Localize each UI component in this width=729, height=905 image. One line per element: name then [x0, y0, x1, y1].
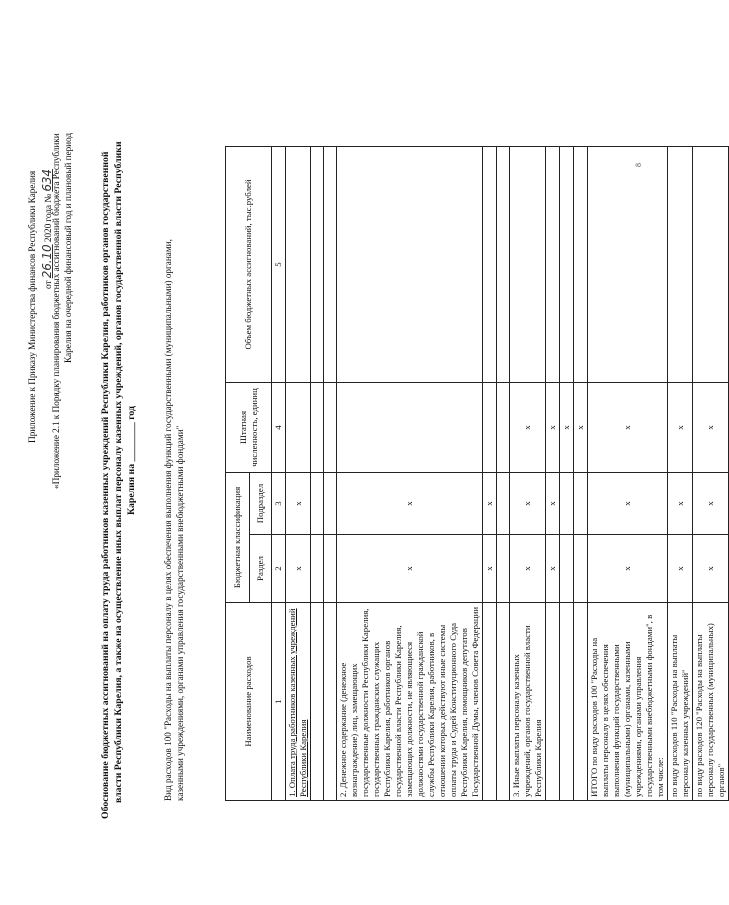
row3a-name — [546, 603, 560, 801]
row2-staff — [337, 382, 483, 472]
row6-name: по виду расходов 120 "Расходы на выплаты персоналу государственных (муниципальных) органов" — [693, 603, 729, 801]
row3a-subsection: x — [546, 472, 560, 534]
row1-section: x — [286, 535, 311, 603]
expenses-table — [225, 146, 729, 801]
row1b-subsection — [324, 472, 337, 534]
row5-section: x — [668, 535, 693, 603]
row4-amount — [588, 146, 668, 382]
header-line-1: Приложение к Приказу Министерства финансов Республики Карелия — [28, 170, 38, 443]
row1a-section — [311, 535, 324, 603]
row2b-name — [497, 603, 510, 801]
row3b-name — [560, 603, 574, 801]
row4-name: ИТОГО по виду расходов 100 "Расходы на выплаты персоналу в целях обеспечения выполнения функций государственными (муниципальными) органами, казенными учреждениями, органами управления государственными внебюджетными фондами", в том числе: — [588, 603, 668, 801]
title-line-3: Карелия на ________ год — [126, 406, 137, 515]
col-num-1: 1 — [272, 603, 286, 801]
subtitle-line-1: Вид расходов 100 "Расходы на выплаты персоналу в целях обеспечения выполнения функций государственными (муниципальными) органами, — [163, 239, 173, 801]
row2a-section: x — [483, 535, 497, 603]
col-header-staff: Штатная численность, единиц — [226, 382, 272, 472]
row2a-staff — [483, 382, 497, 472]
row3c-amount — [574, 146, 588, 382]
row2b-amount — [497, 146, 510, 382]
row2b-staff — [497, 382, 510, 472]
row3b-section — [560, 535, 574, 603]
row2-subsection: x — [337, 472, 483, 534]
row1-staff — [286, 382, 311, 472]
row5-subsection: x — [668, 472, 693, 534]
row3c-staff: x — [574, 382, 588, 472]
title-line-1: Обоснование бюджетных ассигнований на оплату труда работников казенных учреждений Республики Карелия, работников органов государственной — [100, 151, 111, 819]
col-num-4: 4 — [272, 382, 286, 472]
row2-section: x — [337, 535, 483, 603]
row6-staff: x — [693, 382, 729, 472]
row5-staff: x — [668, 382, 693, 472]
row2a-name — [483, 603, 497, 801]
col-num-3: 3 — [272, 472, 286, 534]
row1b-amount — [324, 146, 337, 382]
header-line-3: «Приложение 2.1 к Порядку планирования бюджетных ассигнований бюджета Республики — [52, 133, 62, 489]
row5-amount — [668, 146, 693, 382]
row4-subsection: x — [588, 472, 668, 534]
col-header-amount: Объем бюджетных ассигнований, тыс.рублей — [226, 146, 272, 382]
row1-subsection: x — [286, 472, 311, 534]
row1b-name — [324, 603, 337, 801]
row6-amount — [693, 146, 729, 382]
row1-name: 1. Оплата труда работников казенных учреждений Республики Карелия — [286, 603, 311, 801]
row3c-subsection — [574, 472, 588, 534]
page-number: 8 — [634, 163, 643, 167]
row3b-staff: x — [560, 382, 574, 472]
header-line-4: Карелия на очередной финансовый год и плановый период — [64, 132, 74, 363]
row4-section: x — [588, 535, 668, 603]
col-num-5: 5 — [272, 146, 286, 382]
header-number: 634 — [40, 169, 54, 192]
col-num-2: 2 — [272, 535, 286, 603]
row3c-name — [574, 603, 588, 801]
row3-staff: x — [510, 382, 546, 472]
row1b-staff — [324, 382, 337, 472]
row6-subsection: x — [693, 472, 729, 534]
row3-name: 3. Иные выплаты персоналу казенных учреждений, органов государственной власти Республики Карелия — [510, 603, 546, 801]
col-header-name: Наименование расходов — [226, 603, 272, 801]
row2a-subsection: x — [483, 472, 497, 534]
row3a-staff: x — [546, 382, 560, 472]
row3-section: x — [510, 535, 546, 603]
row2a-amount — [483, 146, 497, 382]
row1a-subsection — [311, 472, 324, 534]
row2b-subsection — [497, 472, 510, 534]
row2-name: 2. Денежное содержание (денежное вознаграждение) лиц, замещающих государственные должности Республики Карелия, государственных гражданских служащих Республики Карелия, работников органов государственной власти Республики Карелия, замещающих должности, не являющиеся должностями государственной гражданской службы Республики Карелия, работников, в отношении которых действуют иные системы оплаты труда и Судей Конституционного Суда Республики Карелия, помощников депутатов Государственной Думы, членов Совета Федерации — [337, 603, 483, 801]
row1a-name — [311, 603, 324, 801]
row3a-amount — [546, 146, 560, 382]
row2-amount — [337, 146, 483, 382]
row5-name: по виду расходов 110 "Расходы на выплаты персоналу казенных учреждений" — [668, 603, 693, 801]
row3-subsection: x — [510, 472, 546, 534]
col-header-subsection: Подраздел — [250, 472, 272, 534]
title-line-2: власти Республики Карелия, а также на осуществление иных выплат персоналу казенных учреждений, органов государственной власти Республики — [113, 141, 124, 803]
row3b-amount — [560, 146, 574, 382]
row1a-amount — [311, 146, 324, 382]
row1a-staff — [311, 382, 324, 472]
col-header-section: Раздел — [250, 535, 272, 603]
row3c-section — [574, 535, 588, 603]
header-line-2: от 26.10 2020 года № 634 — [40, 169, 54, 289]
row2b-section — [497, 535, 510, 603]
row3b-subsection — [560, 472, 574, 534]
row4-staff: x — [588, 382, 668, 472]
subtitle-line-2: казенными учреждениями, органами управления государственными внебюджетными фондами" — [175, 425, 185, 801]
row6-section: x — [693, 535, 729, 603]
row1-amount — [286, 146, 311, 382]
col-header-budget: Бюджетная классификация — [226, 472, 250, 602]
row3a-section: x — [546, 535, 560, 603]
header-date: 26.10 — [40, 244, 54, 279]
row1b-section — [324, 535, 337, 603]
row3-amount — [510, 146, 546, 382]
